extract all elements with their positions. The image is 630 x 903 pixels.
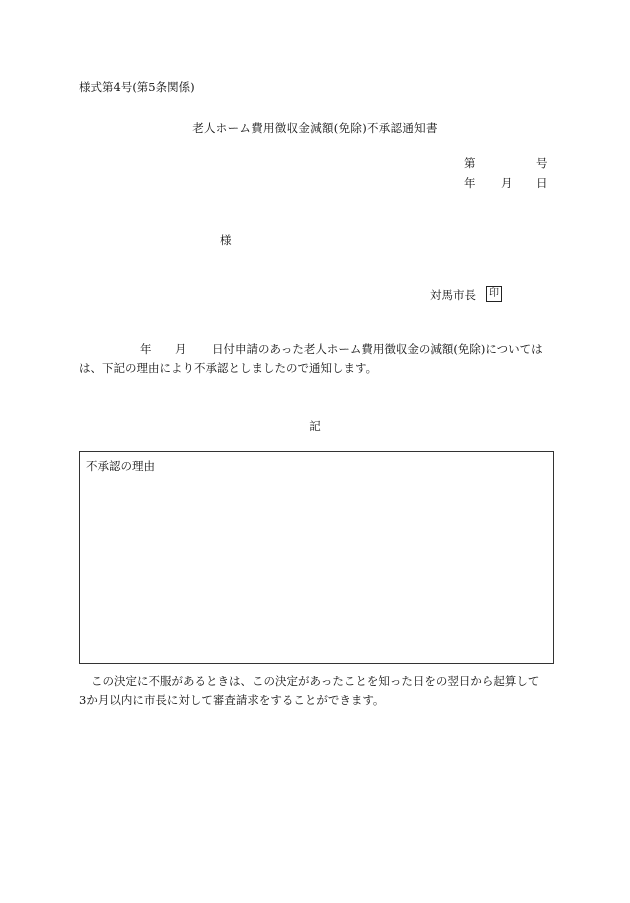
form-number: 様式第4号(第5条関係) xyxy=(79,80,195,94)
appeal-notice-line-2: 3か月以内に市長に対して審査請求をすることができます。 xyxy=(79,693,385,707)
document-number-suffix: 号 xyxy=(536,156,548,170)
application-date-year: 年 xyxy=(140,342,152,356)
appeal-notice-line-1: この決定に不服があるときは、この決定があったことを知った日をの翌日から起算して xyxy=(91,674,540,688)
document-number-prefix: 第 xyxy=(464,156,476,170)
addressee-honorific: 様 xyxy=(220,233,232,247)
issue-date-day: 日 xyxy=(536,176,548,190)
ki-heading: 記 xyxy=(309,419,321,433)
body-text-line-2: は、下記の理由により不承認としましたので通知します。 xyxy=(79,361,378,375)
seal-mark: 印 xyxy=(486,286,502,302)
document-title: 老人ホーム費用徴収金減額(免除)不承認通知書 xyxy=(192,121,438,135)
application-date-month: 月 xyxy=(175,342,187,356)
sender-title: 対馬市長 xyxy=(430,288,476,302)
reason-label: 不承認の理由 xyxy=(86,459,155,473)
body-text-line-1: 日付申請のあった老人ホーム費用徴収金の減額(免除)については xyxy=(212,342,543,356)
reason-box xyxy=(79,451,554,664)
issue-date-month: 月 xyxy=(501,176,513,190)
issue-date-year: 年 xyxy=(464,176,476,190)
